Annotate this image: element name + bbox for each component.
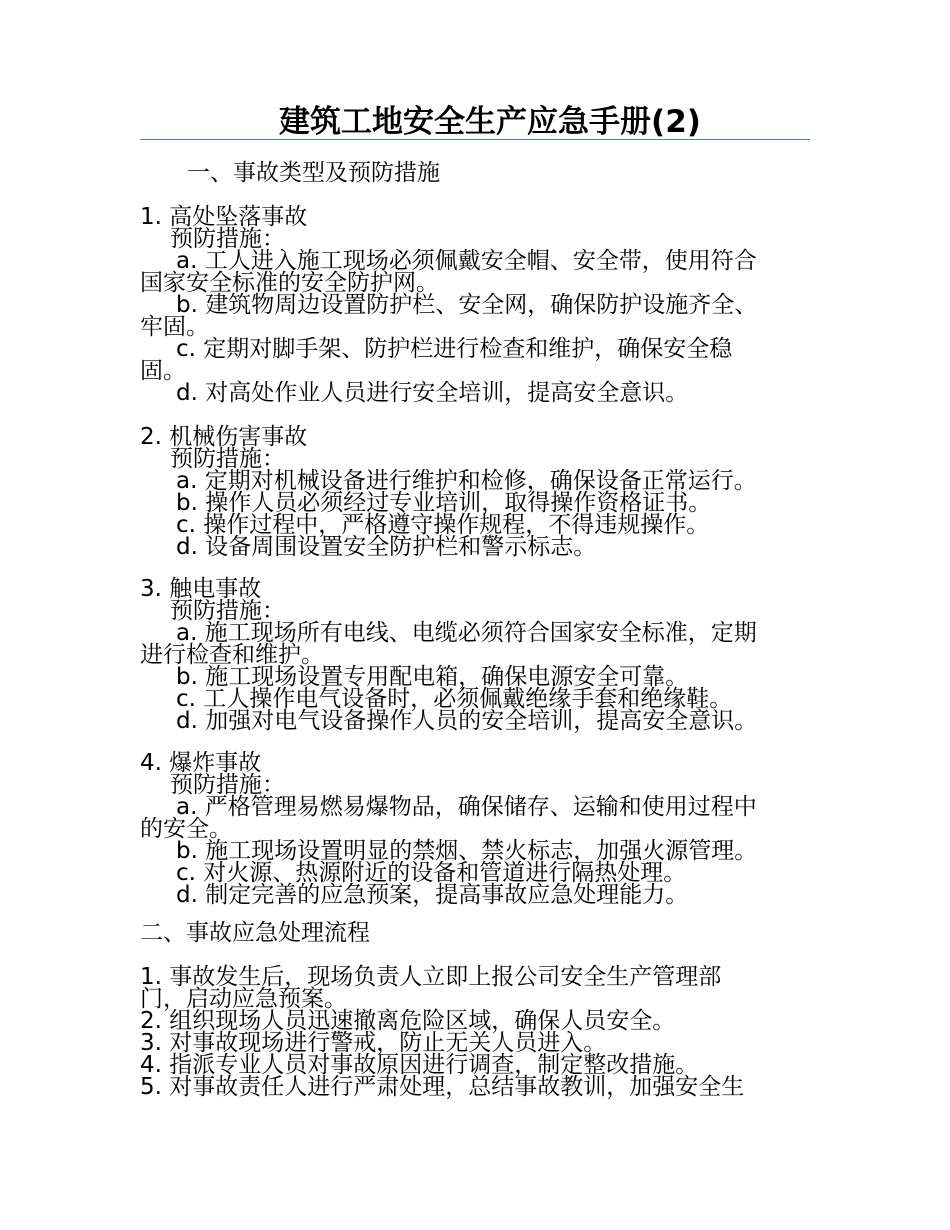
measure-line: b. 操作人员必须经过专业培训，取得操作资格证书。: [176, 490, 712, 516]
procedure-step: 3. 对事故现场进行警戒，防止无关人员进入。: [140, 1030, 607, 1056]
accident-item-fall: [140, 206, 810, 404]
measure-line: 的安全。: [140, 816, 232, 842]
emergency-procedure: [140, 966, 810, 1098]
measure-line: c. 操作过程中，严格遵守操作规程，不得违规操作。: [176, 512, 710, 538]
measure-line: a. 施工现场所有电线、电缆必须符合国家安全标准，定期: [176, 620, 757, 646]
measure-line: d. 对高处作业人员进行安全培训，提高安全意识。: [176, 380, 689, 406]
measure-line: b. 建筑物周边设置防护栏、安全网，确保防护设施齐全、: [176, 292, 758, 318]
section1-heading: 一、事故类型及预防措施: [187, 160, 440, 186]
measure-line: d. 制定完善的应急预案，提高事故应急处理能力。: [176, 882, 689, 908]
measures-label: 预防措施：: [170, 226, 285, 252]
measure-line: 固。: [140, 358, 186, 384]
measure-line: 牢固。: [140, 314, 209, 340]
title-underline: [140, 139, 810, 140]
item-heading: 4. 爆炸事故: [140, 750, 262, 776]
measure-line: 国家安全标准的安全防护网。: [140, 270, 439, 296]
measure-line: d. 加强对电气设备操作人员的安全培训，提高安全意识。: [176, 708, 758, 734]
measure-line: a. 严格管理易燃易爆物品，确保储存、运输和使用过程中: [176, 794, 757, 820]
procedure-step: 2. 组织现场人员迅速撤离危险区域，确保人员安全。: [140, 1008, 676, 1034]
measures-label: 预防措施：: [170, 598, 285, 624]
accident-item-machinery: [140, 426, 810, 558]
measure-line: b. 施工现场设置明显的禁烟、禁火标志，加强火源管理。: [176, 838, 758, 864]
accident-item-electric: [140, 578, 810, 732]
item-heading: 2. 机械伤害事故: [140, 424, 308, 450]
measure-line: d. 设备周围设置安全防护栏和警示标志。: [176, 534, 597, 560]
procedure-step: 门，启动应急预案。: [140, 986, 347, 1012]
measure-line: c. 工人操作电气设备时，必须佩戴绝缘手套和绝缘鞋。: [176, 686, 733, 712]
measure-line: a. 工人进入施工现场必须佩戴安全帽、安全带，使用符合: [176, 248, 757, 274]
document-title: 建筑工地安全生产应急手册(2): [279, 104, 701, 140]
measures-label: 预防措施：: [170, 772, 285, 798]
measure-line: b. 施工现场设置专用配电箱，确保电源安全可靠。: [176, 664, 689, 690]
procedure-step: 4. 指派专业人员对事故原因进行调查，制定整改措施。: [140, 1052, 699, 1078]
measures-label: 预防措施：: [170, 446, 285, 472]
measure-line: 进行检查和维护。: [140, 642, 324, 668]
item-heading: 1. 高处坠落事故: [140, 204, 308, 230]
measure-line: c. 定期对脚手架、防护栏进行检查和维护，确保安全稳: [176, 336, 733, 362]
accident-item-explosion: [140, 752, 810, 906]
procedure-step: 5. 对事故责任人进行严肃处理，总结事故教训，加强安全生: [140, 1074, 745, 1100]
section2-heading: 二、事故应急处理流程: [140, 920, 370, 946]
item-heading: 3. 触电事故: [140, 576, 262, 602]
measure-line: c. 对火源、热源附近的设备和管道进行隔热处理。: [176, 860, 687, 886]
measure-line: a. 定期对机械设备进行维护和检修，确保设备正常运行。: [176, 468, 757, 494]
procedure-step: 1. 事故发生后，现场负责人立即上报公司安全生产管理部: [140, 964, 722, 990]
